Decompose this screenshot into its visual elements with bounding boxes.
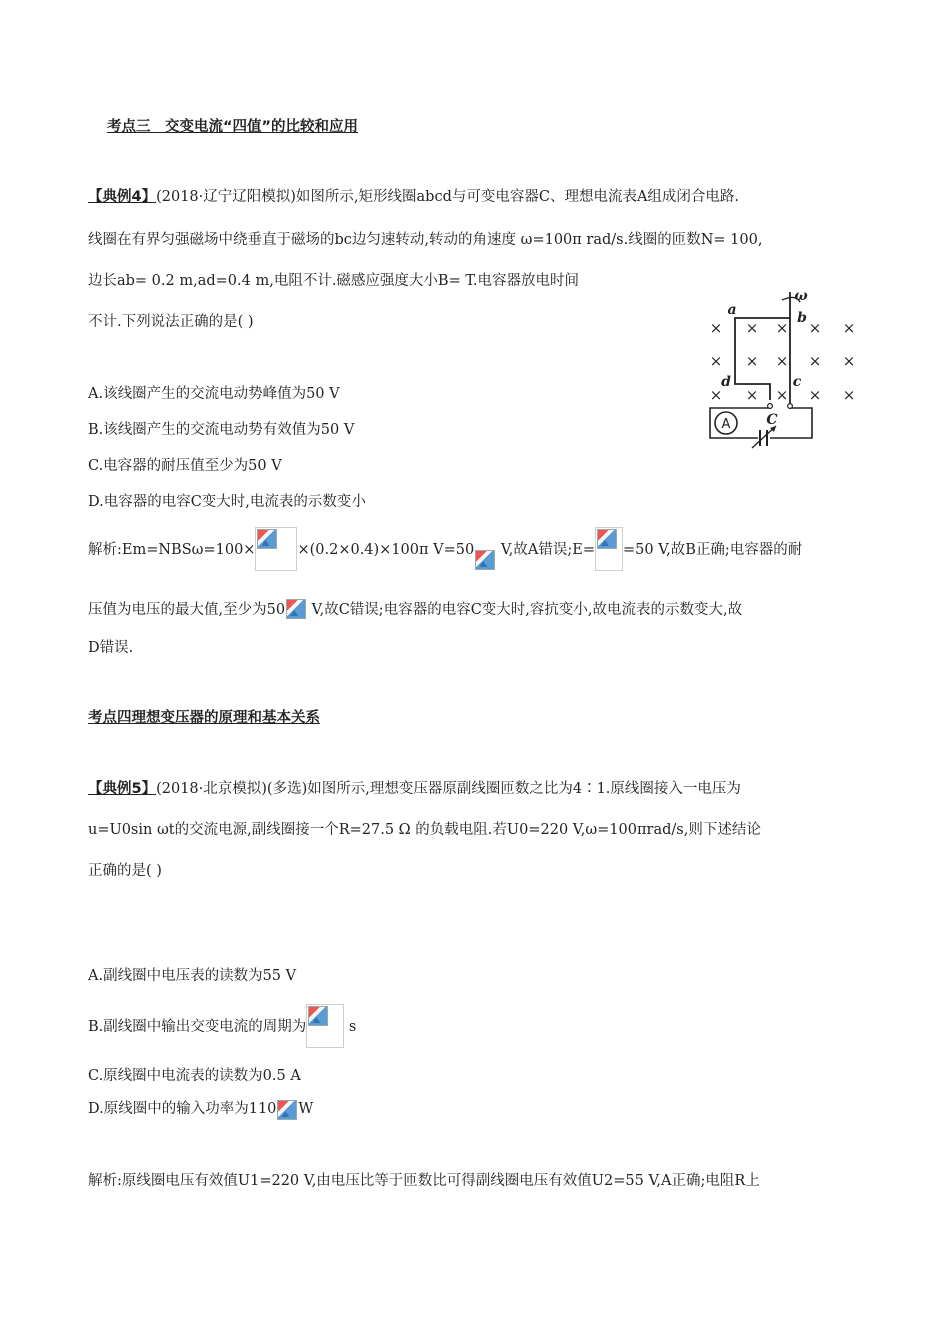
solution-text: V,故A错误;E= xyxy=(496,542,595,558)
field-cross: × xyxy=(775,386,789,404)
field-cross: × xyxy=(808,386,822,404)
terminal xyxy=(788,404,793,409)
option-c: C.电容器的耐压值至少为50 V xyxy=(88,458,282,474)
broken-image-icon xyxy=(308,1006,328,1026)
example4-line1-text: (2018·辽宁辽阳模拟)如图所示,矩形线圈abcd与可变电容器C、理想电流表A组成闭合电路. xyxy=(156,189,740,205)
example5-line1 xyxy=(88,779,741,799)
vertex-a-label: a xyxy=(727,302,737,318)
example5-line3: 正确的是( ) xyxy=(88,863,162,879)
field-cross: × xyxy=(842,319,856,337)
field-cross: × xyxy=(745,352,759,370)
formula-image-icon xyxy=(276,1099,298,1121)
example4-line3: 边长ab= 0.2 m,ad=0.4 m,电阻不计.磁感应强度大小B= T.电容器放电时间 xyxy=(88,273,579,289)
field-cross: × xyxy=(808,352,822,370)
solution-text: 压值为电压的最大值,至少为50 xyxy=(88,602,286,618)
broken-image-icon xyxy=(257,529,277,549)
solution-text: =50 V,故B正确;电容器的耐 xyxy=(622,542,803,558)
formula-image-icon xyxy=(595,527,623,571)
option-text: W xyxy=(298,1101,314,1117)
option-d: D.电容器的电容C变大时,电流表的示数变小 xyxy=(88,494,366,510)
section3-title: 考点三 交变电流“四值”的比较和应用 xyxy=(107,119,359,135)
option-b xyxy=(88,1004,356,1048)
example5-line2: u=U0sin ωt的交流电源,副线圈接一个R=27.5 Ω 的负载电阻.若U0=220 V,ω=100πrad/s,则下述结论 xyxy=(88,822,761,838)
option-d xyxy=(88,1097,313,1121)
solution5-line1: 解析:原线圈电压有效值U1=220 V,由电压比等于匝数比可得副线圈电压有效值U2=55 V,A正确;电阻R上 xyxy=(88,1173,760,1189)
vertex-c-label: c xyxy=(792,374,802,390)
example5-line1-text: (2018·北京模拟)(多选)如图所示,理想变压器原副线圈匝数之比为4∶1.原线圈接入一电压为 xyxy=(156,781,741,797)
formula-image-icon xyxy=(285,598,307,620)
vertex-b-label: b xyxy=(797,310,807,326)
formula-image-icon xyxy=(306,1004,344,1048)
example4-line2: 线圈在有界匀强磁场中绕垂直于磁场的bc边匀速转动,转动的角速度 ω=100π rad/s.线圈的匝数N= 100, xyxy=(88,232,763,248)
field-cross: × xyxy=(842,386,856,404)
example4-line4: 不计.下列说法正确的是( ) xyxy=(88,314,254,330)
field-cross: × xyxy=(808,319,822,337)
formula-image-icon xyxy=(474,549,496,571)
solution4-line2 xyxy=(88,598,742,620)
field-cross: × xyxy=(842,352,856,370)
field-cross: × xyxy=(709,386,723,404)
vertex-d-label: d xyxy=(721,374,731,390)
solution-text: ×(0.2×0.4)×100π V=50 xyxy=(297,542,475,558)
option-a: A.副线圈中电压表的读数为55 V xyxy=(88,968,297,984)
capacitor-label: C xyxy=(766,412,778,428)
ammeter-label: A xyxy=(721,417,731,432)
field-cross: × xyxy=(709,319,723,337)
field-cross: × xyxy=(775,352,789,370)
coil-circuit-figure xyxy=(700,288,870,458)
broken-image-icon xyxy=(475,550,495,570)
field-cross: × xyxy=(745,386,759,404)
option-c: C.原线圈中电流表的读数为0.5 A xyxy=(88,1068,301,1084)
option-b: B.该线圈产生的交流电动势有效值为50 V xyxy=(88,422,355,438)
broken-image-icon xyxy=(597,529,617,549)
solution4-line1 xyxy=(88,527,802,571)
solution4-line3: D错误. xyxy=(88,640,134,656)
example4-line1 xyxy=(88,187,739,207)
field-cross: × xyxy=(709,352,723,370)
omega-label: ω xyxy=(794,288,808,304)
option-a: A.该线圈产生的交流电动势峰值为50 V xyxy=(88,386,340,402)
broken-image-icon xyxy=(286,599,306,619)
option-text: s xyxy=(344,1019,357,1035)
example4-tag: 【典例4】 xyxy=(88,189,157,205)
option-text: B.副线圈中输出交变电流的周期为 xyxy=(88,1019,307,1035)
coil-loop xyxy=(735,292,790,400)
formula-image-icon xyxy=(255,527,297,571)
section4-title: 考点四理想变压器的原理和基本关系 xyxy=(88,710,320,726)
terminal xyxy=(768,404,773,409)
broken-image-icon xyxy=(277,1100,297,1120)
field-cross: × xyxy=(775,319,789,337)
solution-text: 解析:Em=NBSω=100× xyxy=(88,542,256,558)
example5-tag: 【典例5】 xyxy=(88,781,157,797)
solution-text: V,故C错误;电容器的电容C变大时,容抗变小,故电流表的示数变大,故 xyxy=(307,602,743,618)
field-cross: × xyxy=(745,319,759,337)
option-text: D.原线圈中的输入功率为110 xyxy=(88,1101,277,1117)
